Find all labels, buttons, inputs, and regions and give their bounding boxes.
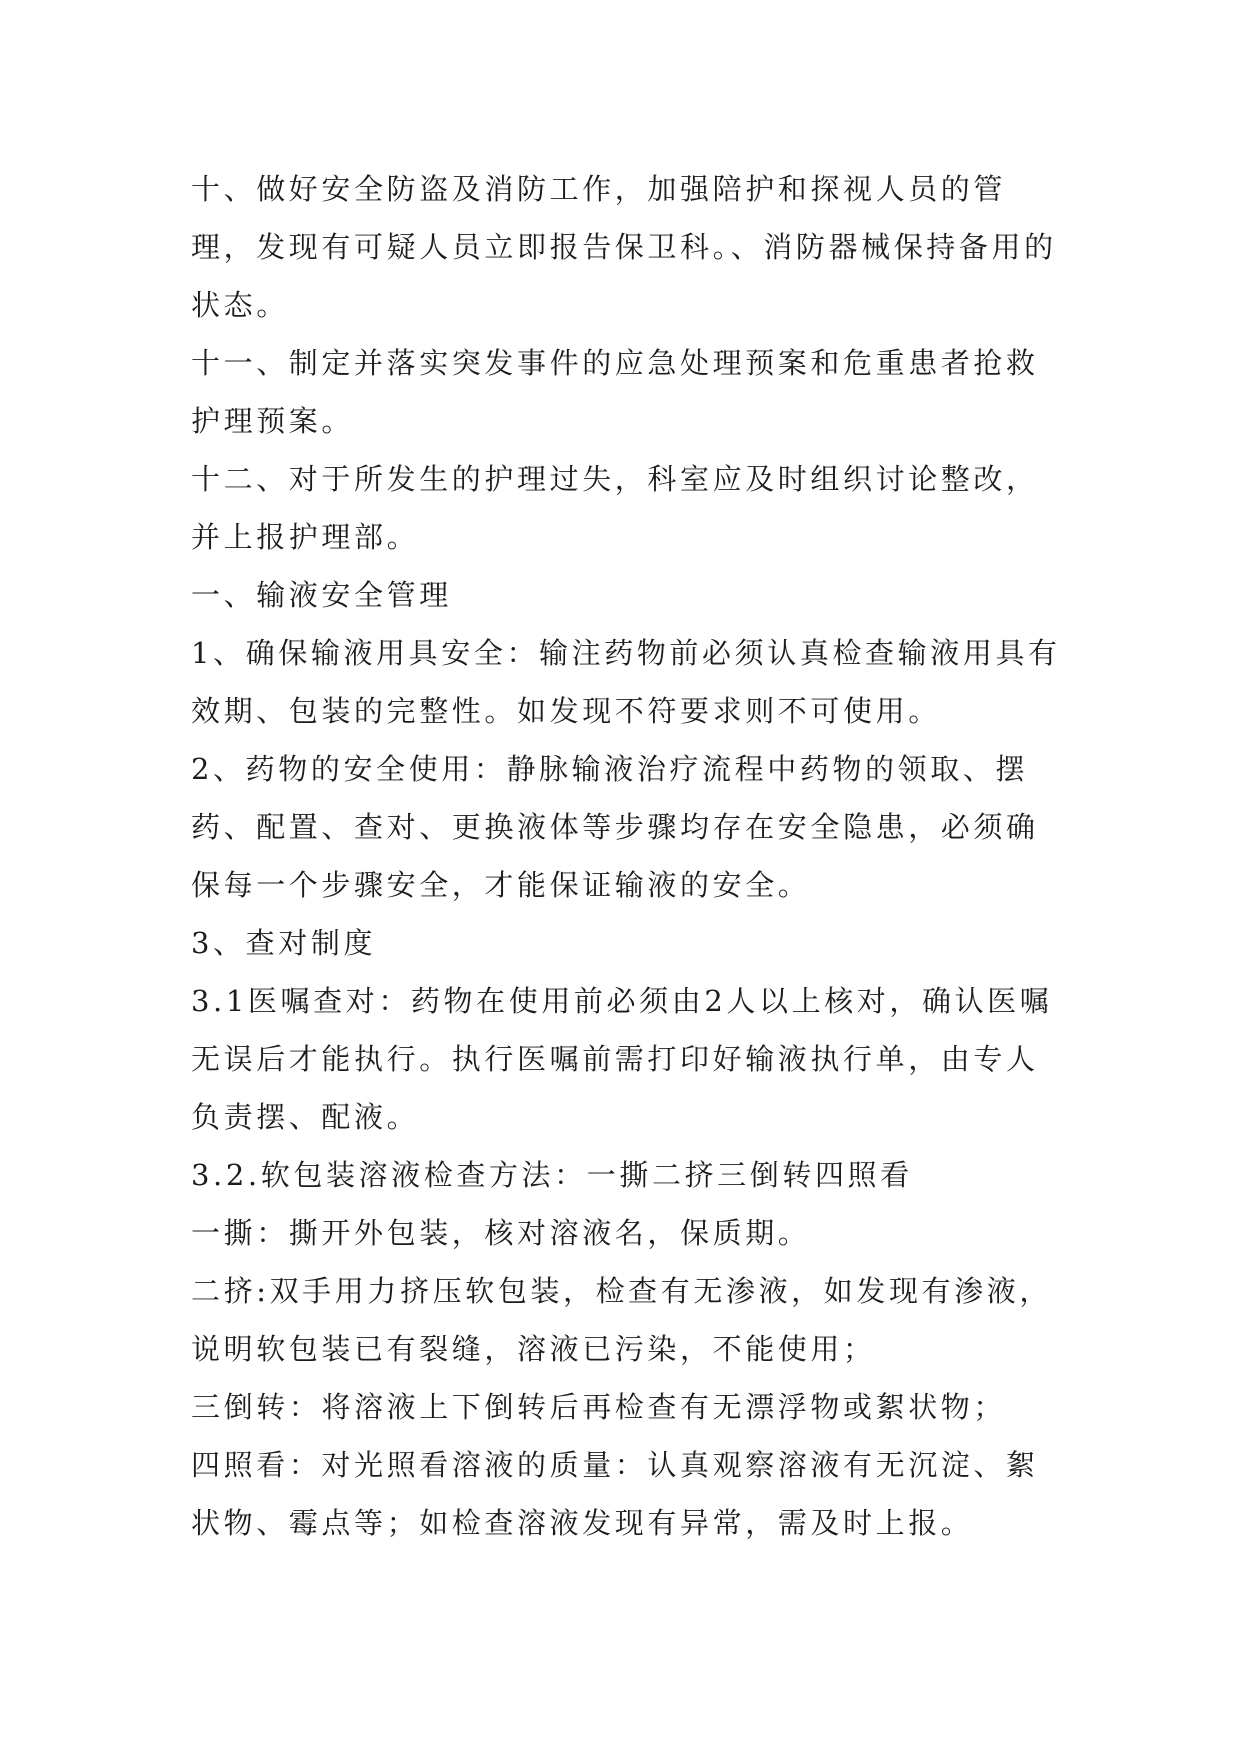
list-item-invert: 三倒转：将溶液上下倒转后再检查有无漂浮物或絮状物； bbox=[191, 1390, 1007, 1424]
paragraph-soft-pack-method: 3.2.软包装溶液检查方法：一撕二挤三倒转四照看 bbox=[191, 1158, 913, 1192]
document-body bbox=[191, 160, 1071, 1552]
paragraph-drug-safety: 2、药物的安全使用：静脉输液治疗流程中药物的领取、摆药、配置、查对、更换液体等步骤均存在安全隐患，必须确保每一个步骤安全，才能保证输液的安全。 bbox=[191, 752, 1039, 902]
list-item-tear: 一撕：撕开外包装，核对溶液名，保质期。 bbox=[191, 1216, 811, 1250]
paragraph-nursing-errors: 十二、对于所发生的护理过失，科室应及时组织讨论整改，并上报护理部。 bbox=[191, 462, 1039, 554]
paragraph-infusion-equipment: 1、确保输液用具安全：输注药物前必须认真检查输液用具有效期、包装的完整性。如发现不符要求则不可使用。 bbox=[191, 636, 1061, 728]
paragraph-security: 十、做好安全防盗及消防工作，加强陪护和探视人员的管理，发现有可疑人员立即报告保卫科。、消防器械保持备用的状态。 bbox=[191, 172, 1057, 322]
paragraph-order-checking: 3.1医嘱查对：药物在使用前必须由2人以上核对，确认医嘱无误后才能执行。执行医嘱前需打印好输液执行单，由专人负责摆、配液。 bbox=[191, 984, 1053, 1134]
section-heading-infusion-safety: 一、输液安全管理 bbox=[191, 578, 452, 612]
list-item-squeeze: 二挤:双手用力挤压软包装，检查有无渗液，如发现有渗液，说明软包装已有裂缝，溶液已污染，不能使用； bbox=[191, 1274, 1052, 1366]
list-item-inspect: 四照看：对光照看溶液的质量：认真观察溶液有无沉淀、絮状物、霉点等；如检查溶液发现有异常，需及时上报。 bbox=[191, 1448, 1039, 1540]
subheading-checking-system: 3、查对制度 bbox=[191, 926, 377, 960]
paragraph-emergency-plan: 十一、制定并落实突发事件的应急处理预案和危重患者抢救护理预案。 bbox=[191, 346, 1039, 438]
